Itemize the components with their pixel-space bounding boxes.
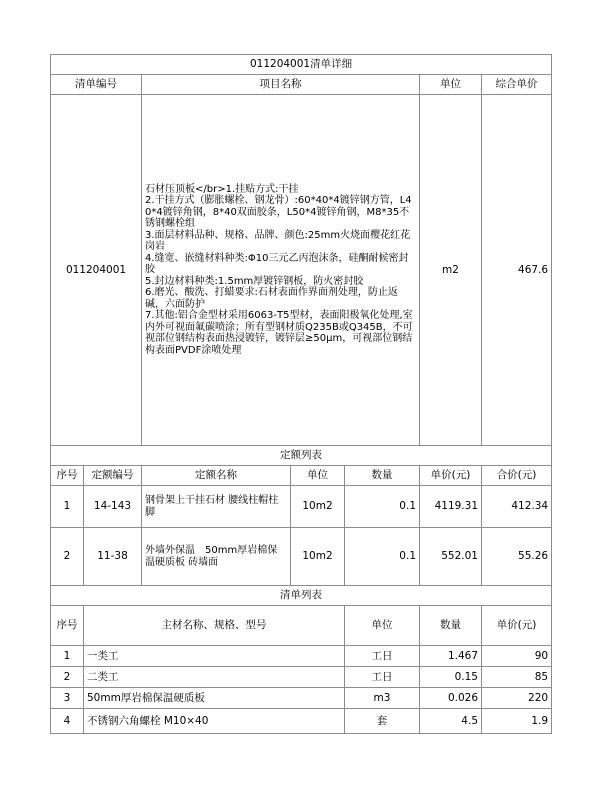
- quota-no: 2: [51, 528, 84, 586]
- item-description: 石材压顶板</br>1.挂贴方式:干挂 2.干挂方式（膨胀螺栓、钢龙骨）:60*40*4镀锌钢方管，L40*4镀锌角钢，8*40双面胶条，L50*4镀锌角钢，M8*35不锈钢螺栓组 3.面层材料品种、规格、品牌、颜色:25mm火烧面樱花红花岗岩 4.缝宽、嵌缝材料种类:Φ10三元乙丙泡沫条，硅酮耐候密封胶 5.封边材料种类:1.5mm厚镀锌钢板，防火密封胶 6.磨光、酸洗、打蜡要求:石材表面作界面剂处理，防止返碱，六面防护 7.其他:铝合金型材采用6063-T5型材，表面阳极氧化处理,室内外可视面氟碳喷涂；所有型钢材质Q235B或Q345B，不可视部位钢结构表面热浸镀锌，镀锌层≥50μm，可视部位钢结构表面PVDF涂喷处理: [142, 95, 420, 446]
- quota-price: 552.01: [420, 528, 482, 586]
- quota-price: 4119.31: [420, 486, 482, 528]
- table-row: [51, 486, 552, 528]
- material-price: 220: [482, 688, 552, 709]
- quota-col-total: 合价(元): [482, 466, 552, 486]
- material-price: 1.9: [482, 709, 552, 734]
- material-unit: m3: [345, 688, 420, 709]
- table-row: [51, 709, 552, 734]
- material-name: 一类工: [84, 646, 345, 667]
- material-unit: 工日: [345, 667, 420, 688]
- material-no: 4: [51, 709, 84, 734]
- unit-header: 单位: [420, 75, 482, 95]
- item-code: 011204001: [51, 95, 142, 446]
- quota-code: 11-38: [84, 528, 142, 586]
- material-no: 3: [51, 688, 84, 709]
- material-unit: 套: [345, 709, 420, 734]
- quota-unit: 10m2: [291, 486, 345, 528]
- material-no: 2: [51, 667, 84, 688]
- quota-total: 412.34: [482, 486, 552, 528]
- material-price: 90: [482, 646, 552, 667]
- material-qty: 0.15: [420, 667, 482, 688]
- quota-col-qty: 数量: [345, 466, 420, 486]
- quota-col-code: 定额编号: [84, 466, 142, 486]
- price-header: 综合单价: [482, 75, 552, 95]
- material-section-title: 清单列表: [51, 586, 552, 606]
- quota-qty: 0.1: [345, 486, 420, 528]
- material-qty: 0.026: [420, 688, 482, 709]
- name-header: 项目名称: [142, 75, 420, 95]
- quota-col-unit: 单位: [291, 466, 345, 486]
- quota-code: 14-143: [84, 486, 142, 528]
- quota-section-title: 定额列表: [51, 446, 552, 466]
- material-name: 50mm厚岩棉保温硬质板: [84, 688, 345, 709]
- material-col-qty: 数量: [420, 606, 482, 646]
- material-name: 二类工: [84, 667, 345, 688]
- page-title: 011204001清单详细: [51, 55, 552, 75]
- code-header: 清单编号: [51, 75, 142, 95]
- material-qty: 4.5: [420, 709, 482, 734]
- quota-qty: 0.1: [345, 528, 420, 586]
- table-row: [51, 528, 552, 586]
- quota-total: 55.26: [482, 528, 552, 586]
- item-price: 467.6: [482, 95, 552, 446]
- quota-no: 1: [51, 486, 84, 528]
- quota-col-no: 序号: [51, 466, 84, 486]
- quota-unit: 10m2: [291, 528, 345, 586]
- table-row: [51, 646, 552, 667]
- material-col-price: 单价(元): [482, 606, 552, 646]
- material-qty: 1.467: [420, 646, 482, 667]
- table-row: [51, 688, 552, 709]
- quota-name: 钢骨架上干挂石材 腰线柱帽柱脚: [142, 486, 291, 528]
- bill-detail-table: [50, 54, 552, 734]
- material-no: 1: [51, 646, 84, 667]
- material-name: 不锈钢六角螺栓 M10×40: [84, 709, 345, 734]
- quota-col-name: 定额名称: [142, 466, 291, 486]
- material-price: 85: [482, 667, 552, 688]
- material-col-name: 主材名称、规格、型号: [84, 606, 345, 646]
- material-col-no: 序号: [51, 606, 84, 646]
- quota-name: 外墙外保温 50mm厚岩棉保温硬质板 砖墙面: [142, 528, 291, 586]
- quota-col-price: 单价(元): [420, 466, 482, 486]
- material-col-unit: 单位: [345, 606, 420, 646]
- material-unit: 工日: [345, 646, 420, 667]
- item-unit: m2: [420, 95, 482, 446]
- table-row: [51, 667, 552, 688]
